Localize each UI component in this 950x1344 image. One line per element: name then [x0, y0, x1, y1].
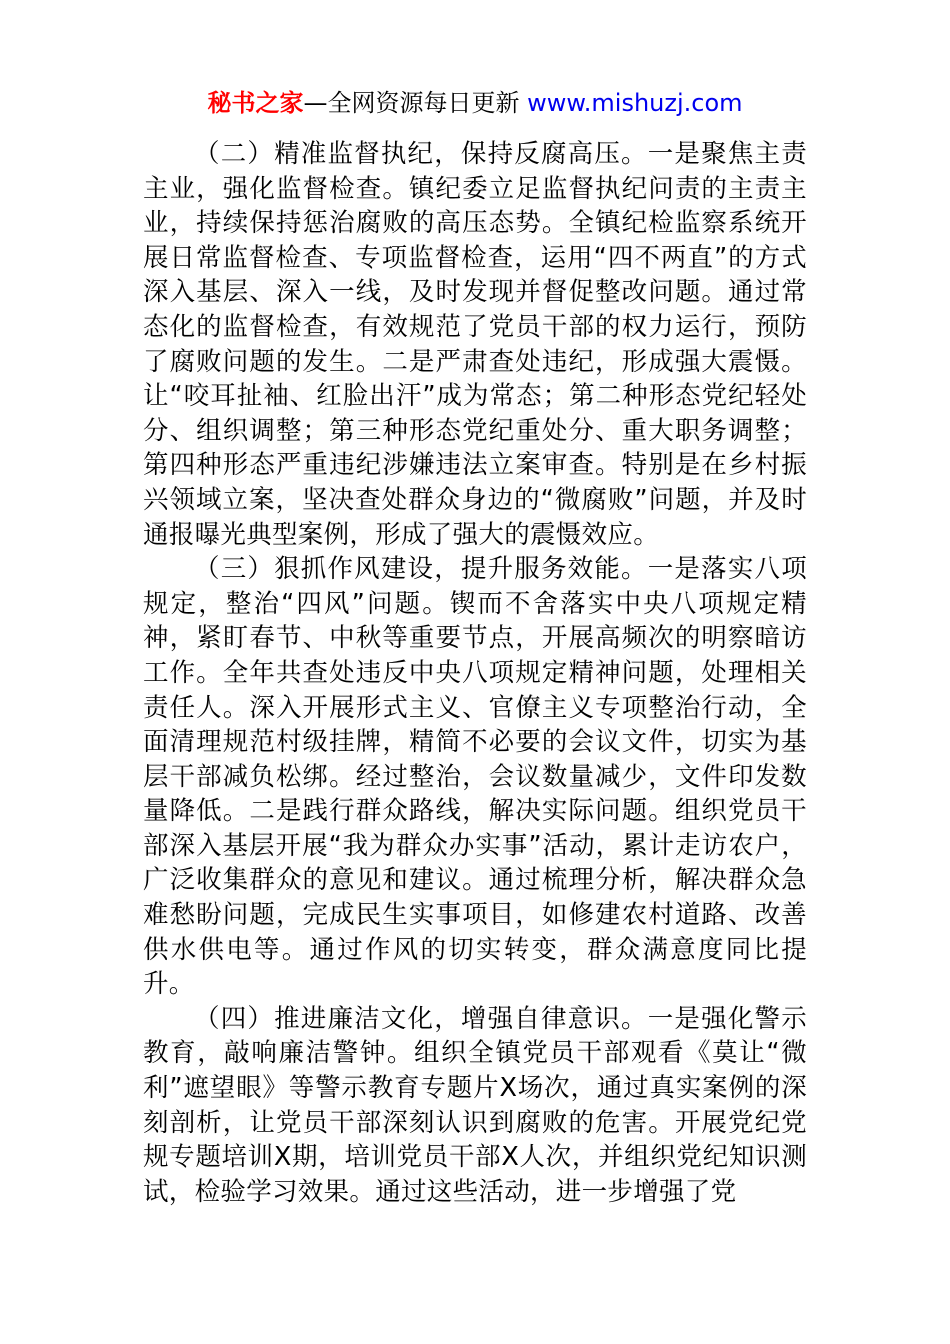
- paragraph-work-style: （三）狠抓作风建设，提升服务效能。一是落实八项规定，整治“四风”问题。锲而不舍落实中央八项规定精神，紧盯春节、中秋等重要节点，开展高频次的明察暗访工作。全年共查处违反中央八项规定精神问题，处理相关责任人。深入开展形式主义、官僚主义专项整治行动，全面清理规范村级挂牌，精简不必要的会议文件，切实为基层干部减负松绑。经过整治，会议数量减少，文件印发数量降低。二是践行群众路线，解决实际问题。组织党员干部深入基层开展“我为群众办实事”活动，累计走访农户，广泛收集群众的意见和建议。通过梳理分析，解决群众急难愁盼问题，完成民生实事项目，如修建农村道路、改善供水供电等。通过作风的切实转变，群众满意度同比提升。: [143, 554, 807, 1000]
- header-tagline: —全网资源每日更新: [303, 89, 528, 117]
- document-body: [143, 137, 807, 1209]
- paragraph-supervision: （二）精准监督执纪，保持反腐高压。一是聚焦主责主业，强化监督检查。镇纪委立足监督执纪问责的主责主业，持续保持惩治腐败的高压态势。全镇纪检监察系统开展日常监督检查、专项监督检查，运用“四不两直”的方式深入基层、深入一线，及时发现并督促整改问题。通过常态化的监督检查，有效规范了党员干部的权力运行，预防了腐败问题的发生。二是严肃查处违纪，形成强大震慑。让“咬耳扯袖、红脸出汗”成为常态；第二种形态党纪轻处分、组织调整；第三种形态党纪重处分、重大职务调整；第四种形态严重违纪涉嫌违法立案审查。特别是在乡村振兴领域立案，坚决查处群众身边的“微腐败”问题，并及时通报曝光典型案例，形成了强大的震慑效应。: [143, 139, 807, 550]
- brand-name: 秘书之家: [207, 89, 304, 117]
- paragraph-integrity-culture: （四）推进廉洁文化，增强自律意识。一是强化警示教育，敲响廉洁警钟。组织全镇党员干部观看《莫让“微利”遮望眼》等警示教育专题片X场次，通过真实案例的深刻剖析，让党员干部深刻认识到腐败的危害。开展党纪党规专题培训X期，培训党员干部X人次，并组织党纪知识测试，检验学习效果。通过这些活动，进一步增强了党: [143, 1003, 807, 1207]
- header-url-link[interactable]: www.mishuzj.com: [527, 89, 743, 117]
- page-header: [0, 86, 950, 120]
